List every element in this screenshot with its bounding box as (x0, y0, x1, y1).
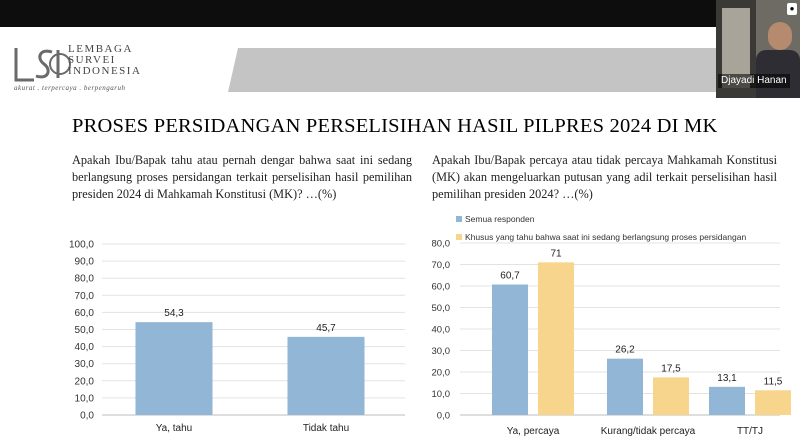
y-tick-label: 60,0 (74, 307, 94, 319)
y-tick-label: 10,0 (74, 393, 94, 405)
y-tick-label: 0,0 (436, 410, 450, 422)
awareness-bar-chart (0, 224, 420, 444)
header-band (238, 48, 716, 92)
trust-bar-chart (420, 200, 800, 444)
data-label: 60,7 (500, 270, 520, 282)
y-tick-label: 40,0 (431, 324, 450, 336)
y-tick-label: 90,0 (74, 256, 94, 268)
y-tick-label: 30,0 (74, 359, 94, 371)
legend-swatch (456, 216, 462, 222)
legend-swatch (456, 234, 462, 240)
y-tick-label: 60,0 (431, 281, 450, 293)
y-tick-label: 20,0 (431, 367, 450, 379)
y-tick-label: 70,0 (431, 260, 450, 271)
bar (538, 262, 574, 415)
data-label: 26,2 (615, 344, 635, 356)
y-tick-label: 50,0 (74, 325, 94, 336)
data-label: 11,5 (763, 376, 783, 388)
logo-wordmark (68, 44, 141, 77)
y-tick-label: 70,0 (74, 290, 94, 302)
logo-line-2: SURVEI (68, 54, 116, 66)
left-question: Apakah Ibu/Bapak tahu atau pernah dengar bahwa saat ini sedang berlangsung proses persidangan terkait perselisihan hasil pemilihan presiden 2024 di Mahkamah Konstitusi (MK)? …(%) (72, 153, 412, 201)
participant-head (768, 22, 792, 50)
y-tick-label: 20,0 (74, 376, 94, 388)
right-question: Apakah Ibu/Bapak percaya atau tidak percaya Mahkamah Konstitusi (MK) akan mengeluarkan putusan yang adil terkait perselisihan hasil pemilihan presiden 2024? …(%) (432, 153, 777, 201)
legend-label: Khusus yang tahu bahwa saat ini sedang berlangsung proses persidangan (465, 232, 747, 242)
bar (288, 337, 365, 415)
participant-video-tile[interactable] (716, 0, 800, 98)
y-tick-label: 40,0 (74, 342, 94, 354)
bar (709, 387, 745, 415)
bar (653, 377, 689, 415)
y-tick-label: 80,0 (74, 273, 94, 285)
y-tick-label: 80,0 (431, 238, 450, 250)
bar (607, 359, 643, 415)
bar (136, 322, 213, 415)
video-call-top-bar (0, 0, 800, 27)
header-band-edge (228, 48, 238, 92)
x-tick-label: TT/TJ (736, 426, 764, 437)
data-label: 45,7 (316, 322, 336, 334)
x-tick-label: Kurang/tidak percaya (600, 426, 696, 437)
data-label: 13,1 (717, 372, 737, 384)
bar (755, 390, 791, 415)
logo-tagline: akurat . terpercaya . berpengaruh (14, 84, 126, 92)
data-label: 54,3 (164, 308, 184, 320)
logo-line-1: LEMBAGA (68, 43, 133, 55)
data-label: 17,5 (661, 363, 681, 375)
x-tick-label: Ya, percaya (506, 426, 560, 437)
bar (492, 284, 528, 415)
legend-label: Semua responden (465, 214, 535, 224)
y-tick-label: 0,0 (80, 410, 94, 422)
y-tick-label: 50,0 (431, 303, 450, 314)
x-tick-label: Tidak tahu (302, 423, 350, 434)
logo-line-3: INDONESIA (68, 65, 142, 77)
data-label: 71 (550, 248, 562, 260)
y-tick-label: 10,0 (431, 389, 450, 400)
microphone-icon: ● (787, 3, 797, 15)
y-tick-label: 100,0 (68, 239, 94, 251)
slide-title: PROSES PERSIDANGAN PERSELISIHAN HASIL PILPRES 2024 DI MK (72, 115, 718, 137)
x-tick-label: Ya, tahu (155, 423, 193, 434)
participant-name: Djayadi Hanan (718, 74, 790, 88)
y-tick-label: 30,0 (431, 346, 450, 357)
